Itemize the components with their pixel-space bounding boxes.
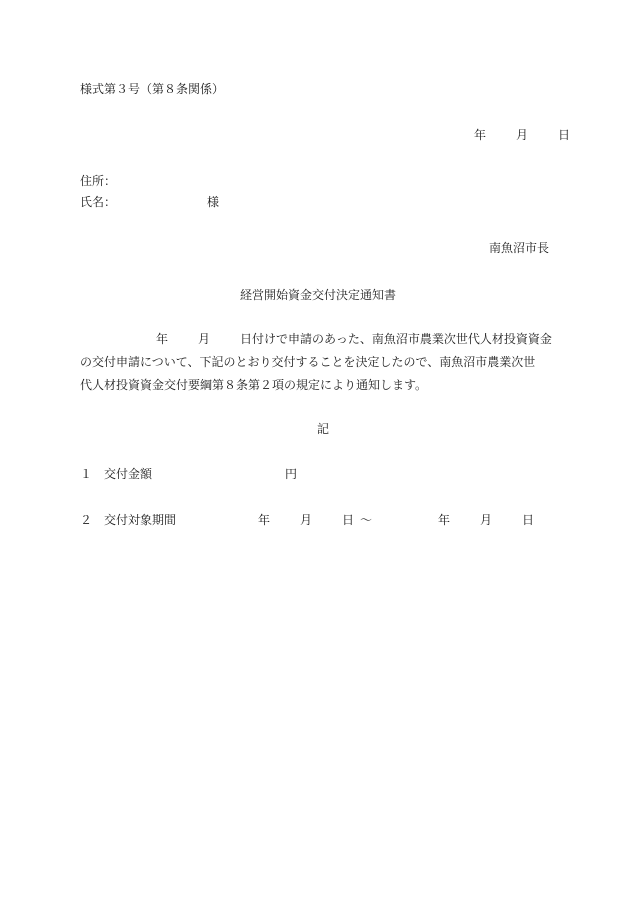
notice-date [474, 127, 570, 143]
period-start-date [258, 512, 372, 528]
period-tilde: ～ [360, 513, 373, 527]
date-day: 日 [558, 128, 571, 142]
address-label: 住所： [80, 174, 117, 188]
item-number: ２ [80, 513, 93, 527]
name-honorific: 様 [207, 195, 220, 209]
start-month: 月 [300, 513, 313, 527]
start-year: 年 [258, 513, 271, 527]
start-day: 日 [342, 513, 355, 527]
end-year: 年 [438, 513, 451, 527]
date-year: 年 [474, 128, 487, 142]
item-number: １ [80, 467, 93, 481]
date-month: 月 [516, 128, 529, 142]
application-month: 月 [198, 332, 211, 346]
end-day: 日 [522, 513, 535, 527]
body-line-1 [80, 331, 552, 347]
yen-unit: 円 [285, 467, 298, 481]
body-line-2: の交付申請について、下記のとおり交付することを決定したので、南魚沼市農業次世 [80, 355, 536, 369]
sender: 南魚沼市長 [489, 241, 550, 255]
form-number: 様式第３号（第８条関係） [80, 82, 225, 96]
body-line-3: 代人材投資資金交付要綱第８条第２項の規定により通知します。 [80, 378, 428, 392]
period-end-date [438, 512, 534, 528]
document-title: 経営開始資金交付決定通知書 [240, 288, 397, 302]
name-label: 氏名： [80, 195, 117, 209]
grant-period-label: 交付対象期間 [104, 513, 177, 527]
body-line-1-text: 日付けで申請のあった、南魚沼市農業次世代人材投資資金 [240, 332, 552, 346]
application-year: 年 [156, 332, 169, 346]
grant-amount-label: 交付金額 [104, 467, 153, 481]
end-month: 月 [480, 513, 493, 527]
ki-heading: 記 [317, 422, 330, 436]
